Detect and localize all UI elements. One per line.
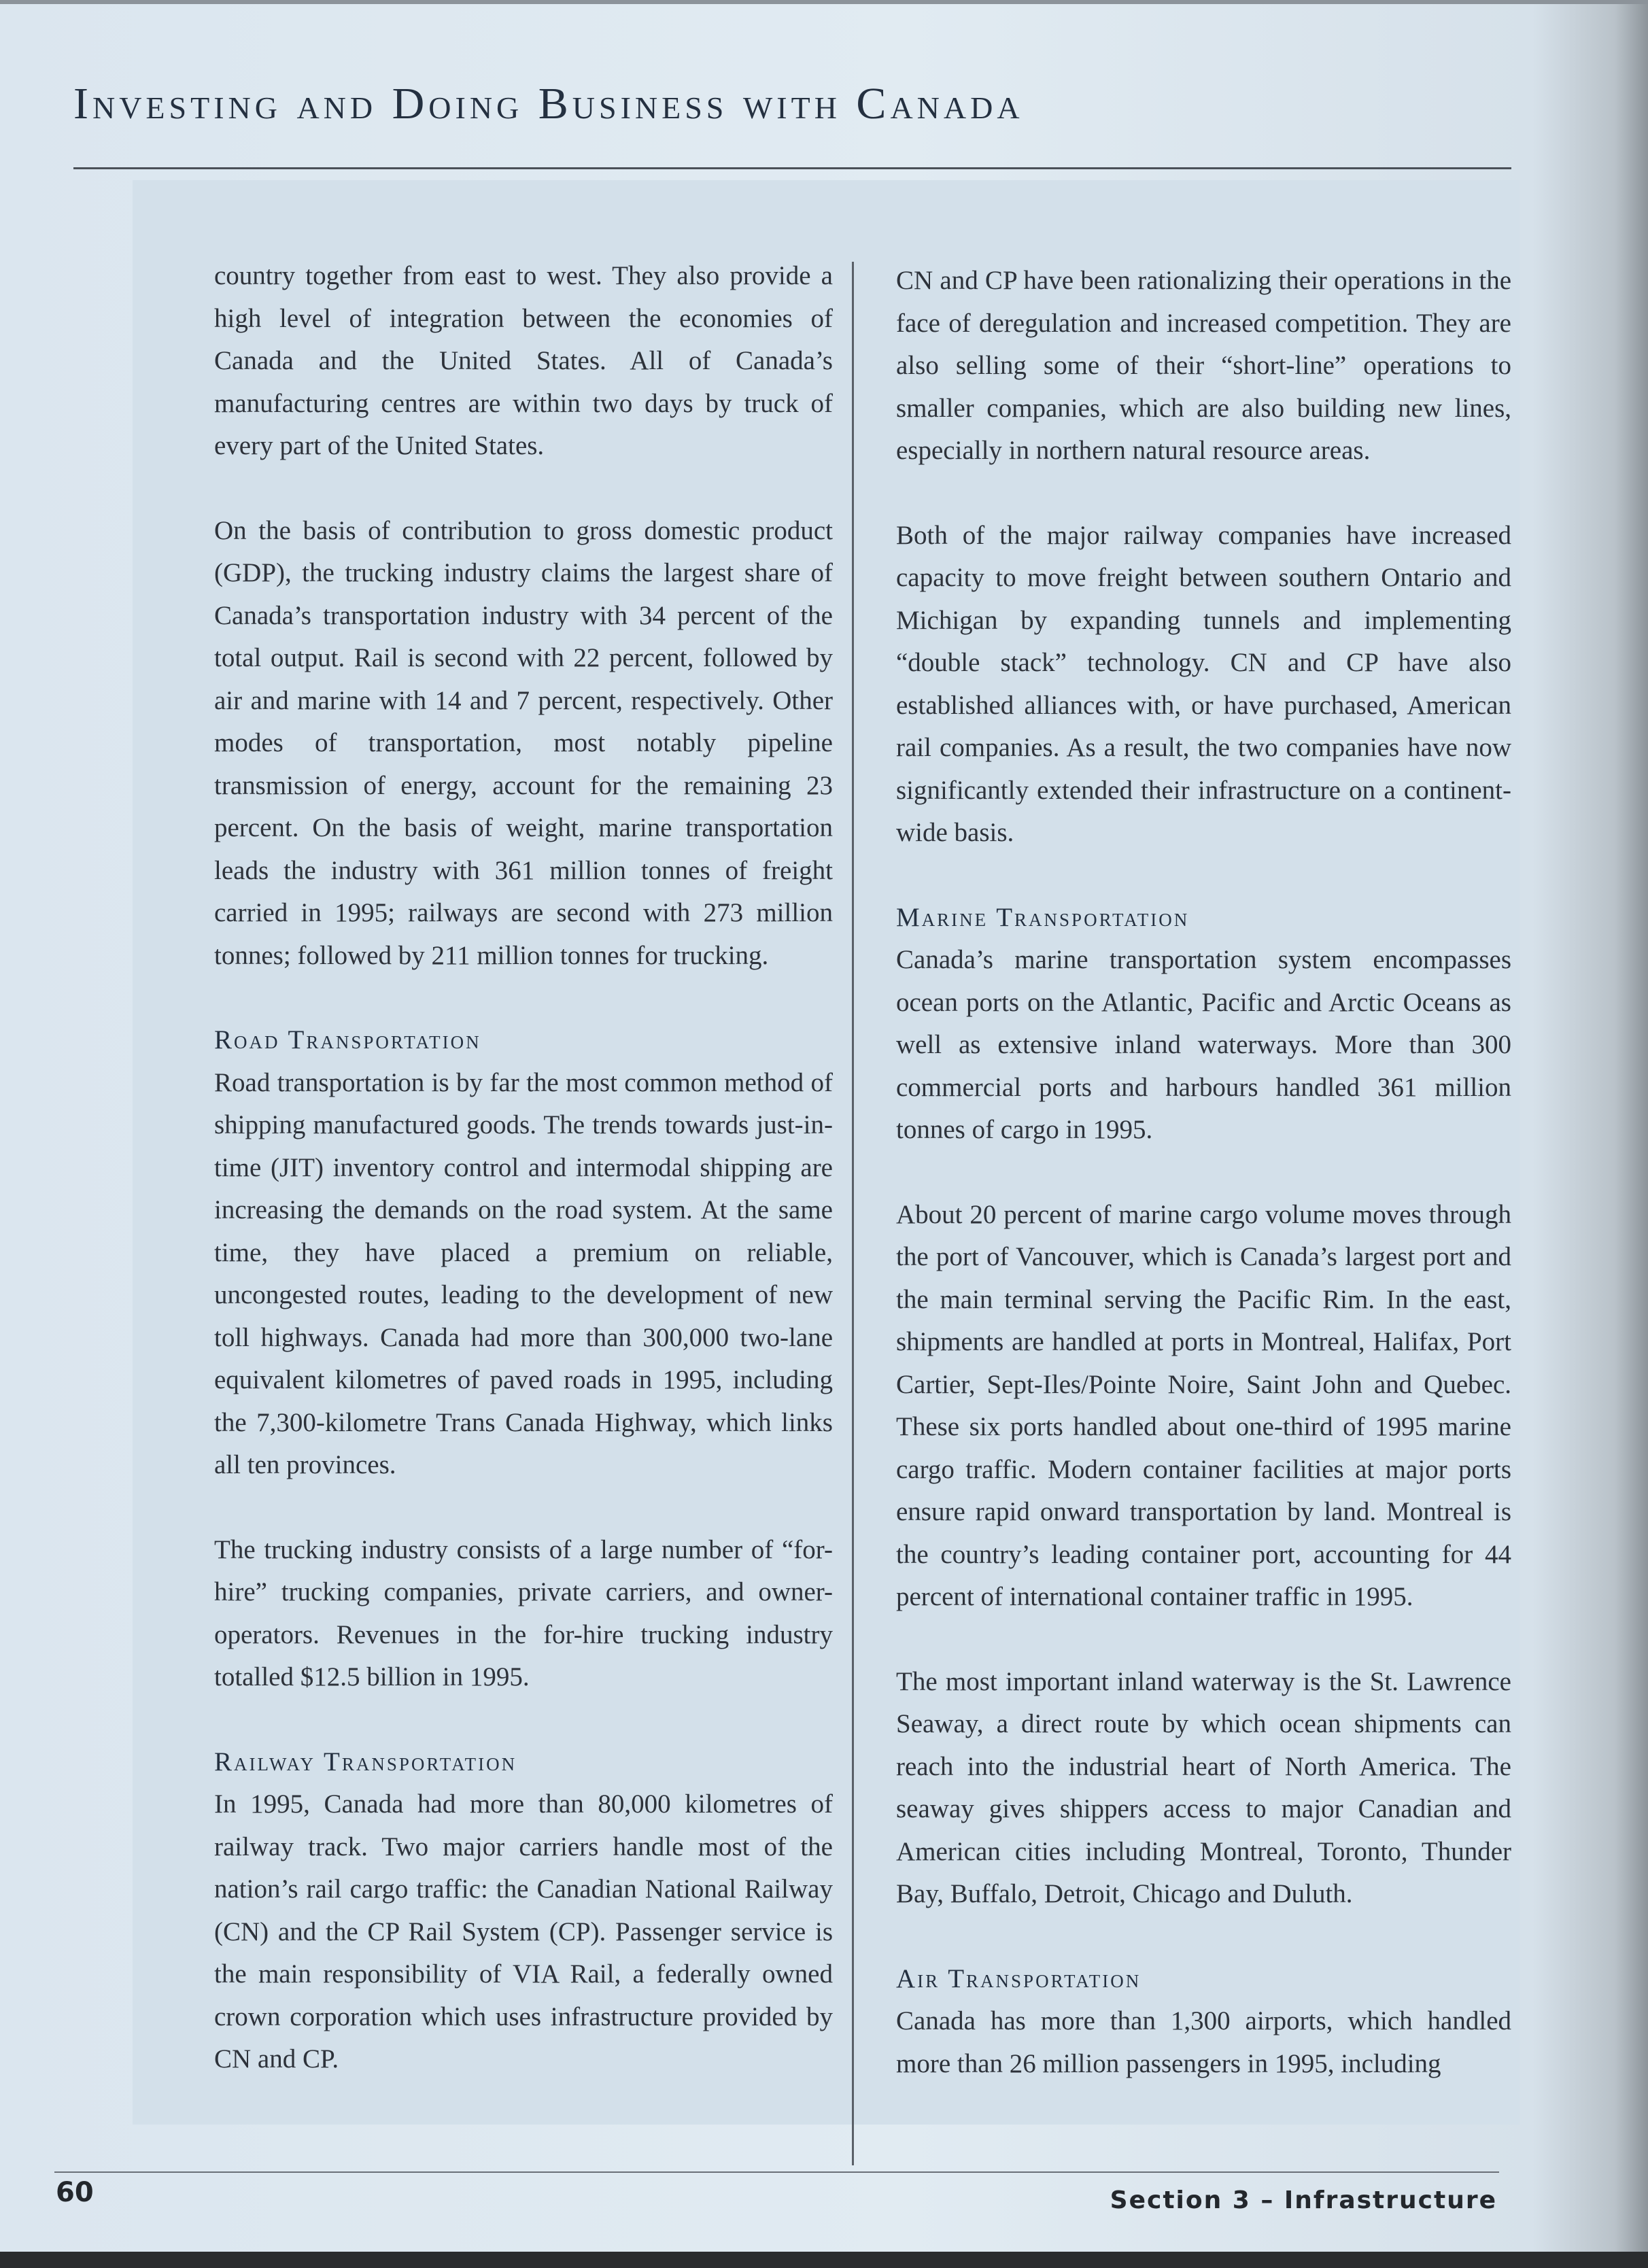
top-edge-line (0, 0, 1648, 4)
paragraph: In 1995, Canada had more than 80,000 kilometres of railway track. Two major carriers handle most of the nation’s rail cargo traffic: the Canadian National Railway (CN) and the CP Rail System (CP). Passenger service is the main responsibility of VIA Rail, a federally owned crown corporation which uses infrastructure provided by CN and CP. (214, 1789, 833, 2074)
section-heading-railway: Railway Transportation (214, 1747, 517, 1776)
paragraph: Canada has more than 1,300 airports, which handled more than 26 million passengers in 1995, including (896, 2006, 1511, 2078)
paragraph: On the basis of contribution to gross domestic product (GDP), the trucking industry claims the largest share of Canada’s transportation industry with 34 percent of the total output. Rail is second with 22 percent, followed by air and marine with 14 and 7 percent, respectively. Other modes of transportation, most notably pipeline transmission of energy, account for the remaining 23 percent. On the basis of weight, marine transportation leads the industry with 361 million tonnes of freight carried in 1995; railways are second with 273 million tonnes; followed by 211 million tonnes for trucking. (214, 515, 833, 970)
page-number: 60 (56, 2177, 94, 2208)
column-divider (852, 262, 854, 2165)
paragraph: The most important inland waterway is the St. Lawrence Seaway, a direct route by which ocean shipments can reach into the industrial heart of North America. The seaway gives shippers access to major Canadian and American cities including Montreal, Toronto, Thunder Bay, Buffalo, Detroit, Chicago and Duluth. (896, 1666, 1511, 1908)
paragraph: About 20 percent of marine cargo volume moves through the port of Vancouver, which is Canada’s largest port and the main terminal serving the Pacific Rim. In the east, shipments are handled at ports in Montreal, Halifax, Port Cartier, Sept-Iles/Pointe Noire, Saint John and Quebec. These six ports handled about one-third of 1995 marine cargo traffic. Modern container facilities at major ports ensure rapid onward transportation by land. Montreal is the country’s leading container port, accounting for 44 percent of international container traffic in 1995. (896, 1199, 1511, 1611)
section-label: Section 3 – Infrastructure (1110, 2186, 1497, 2214)
paragraph: Canada’s marine transportation system encompasses ocean ports on the Atlantic, Pacific and Arctic Oceans as well as extensive inland waterways. More than 300 commercial ports and harbours handled 361 million tonnes of cargo in 1995. (896, 945, 1511, 1144)
section-heading-marine: Marine Transportation (896, 902, 1190, 932)
header-rule (73, 167, 1511, 169)
left-column (214, 255, 833, 2081)
paragraph: Both of the major railway companies have increased capacity to move freight between southern Ontario and Michigan by expanding tunnels and implementing “double stack” technology. CN and CP have also established alliances with, or have purchased, American rail companies. As a result, the two companies have now significantly extended their infrastructure on a continent-wide basis. (896, 520, 1511, 847)
bottom-edge-strip (0, 2252, 1648, 2268)
paragraph: Road transportation is by far the most common method of shipping manufactured goods. The trends towards just-in-time (JIT) inventory control and intermodal shipping are increasing the demands on the road system. At the same time, they have placed a premium on reliable, uncongested routes, leading to the development of new toll highways. Canada had more than 300,000 two-lane equivalent kilometres of paved roads in 1995, including the 7,300-kilometre Trans Canada Highway, which links all ten provinces. (214, 1067, 833, 1479)
paragraph: CN and CP have been rationalizing their operations in the face of deregulation and increased competition. They are also selling some of their “short-line” operations to smaller companies, which are also building new lines, especially in northern natural resource areas. (896, 266, 1511, 465)
paragraph: country together from east to west. They also provide a high level of integration between the economies of Canada and the United States. All of Canada’s manufacturing centres are within two days by truck of every part of the United States. (214, 261, 833, 460)
footer-rule (54, 2171, 1499, 2173)
section-heading-road: Road Transportation (214, 1025, 481, 1054)
right-column (896, 260, 1511, 2085)
page-header-title: Investing and Doing Business with Canada (73, 79, 1024, 128)
section-heading-air: Air Transportation (896, 1963, 1141, 1993)
paragraph: The trucking industry consists of a large number of “for-hire” trucking companies, private carriers, and owner-operators. Revenues in the for-hire trucking industry totalled $12.5 billion in 1995. (214, 1534, 833, 1691)
